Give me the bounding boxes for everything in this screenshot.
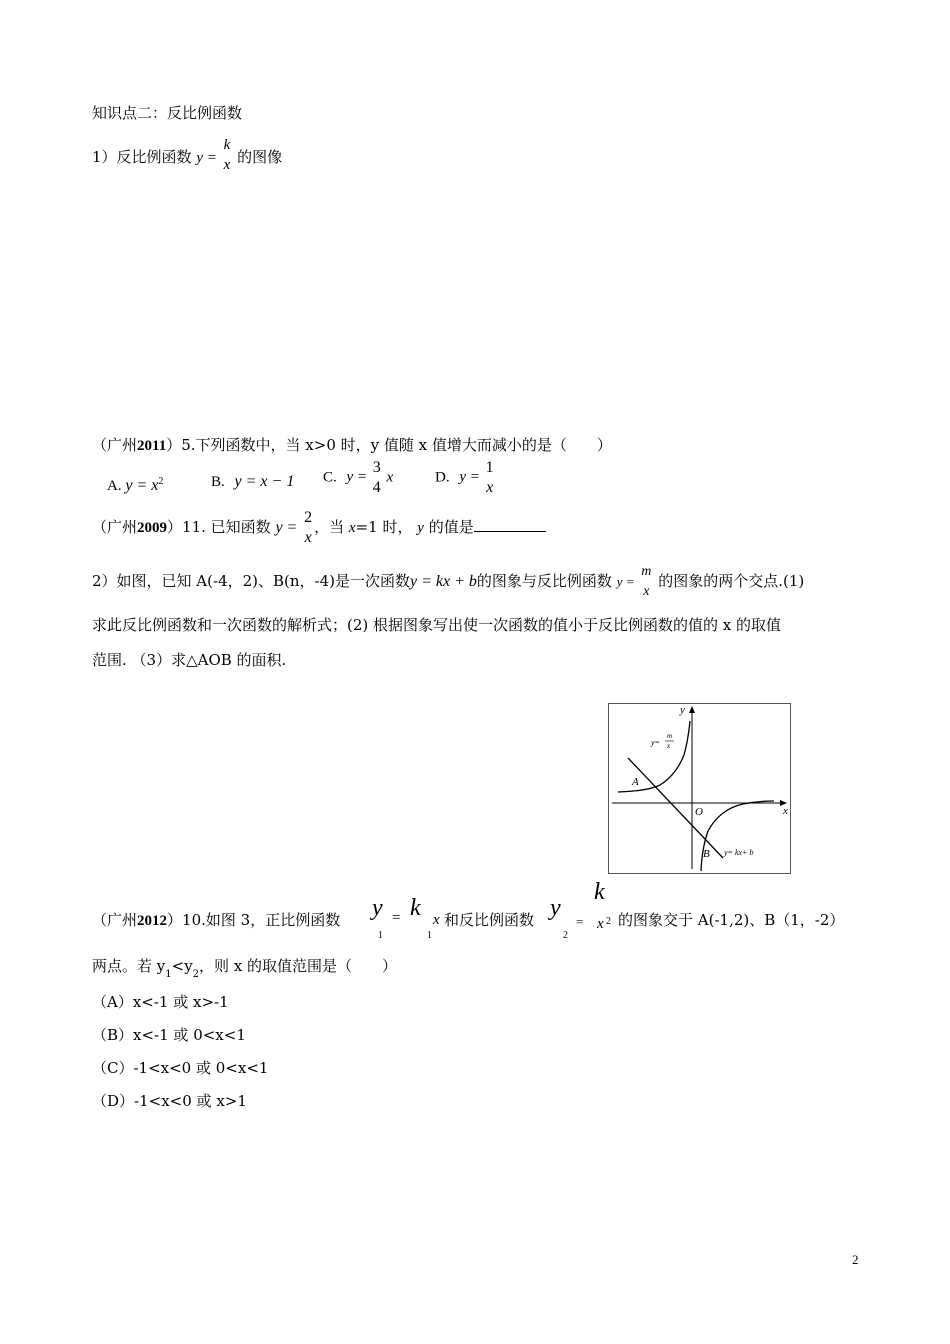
source-close: ） [167,518,183,536]
point-a-label: A [632,776,639,788]
text-b: ，当 [314,518,345,536]
numerator: 1 [485,459,494,476]
text-b: 和反比例函数 [444,911,535,929]
text-d: 的值是 [428,518,474,536]
figure-border [609,704,791,874]
k2-denominator: x [597,916,604,932]
q1-formula-lhs: y = [196,150,217,166]
q2-line1 [92,562,804,602]
option-b [211,472,294,492]
option-c [323,458,393,498]
gz2012-line2 [92,956,397,979]
option-c-fraction [371,458,383,498]
source-close: ） [166,436,182,454]
denominator: x [486,479,494,496]
source-year: 2009 [137,520,168,536]
hyperbola-label-num: m [667,732,673,740]
x-axis-label: x [783,805,788,817]
q1-prefix: 1）反比例函数 [92,148,192,166]
choice-b: （B）x<-1 或 0<x<1 [92,1026,246,1044]
source-close: ） [167,911,183,929]
q2-line3: 范围. （3）求△AOB 的面积. [92,651,287,669]
lhs: y = [275,519,298,536]
option-lhs: y = [459,469,480,486]
stem-text: 5.下列函数中，当 x>0 时，y 值随 x 值增大而减小的是（ ） [181,436,612,454]
source-year: 2011 [137,438,167,454]
text-a: 2）如图，已知 A(-4，2)、B(n，-4)是一次函数 [92,572,411,590]
choice-d: （D）-1<x<0 或 x>1 [92,1092,247,1110]
gz2009-fraction [302,508,314,548]
gz2011-stem [92,435,612,456]
gz2009-question [92,508,546,548]
source-open: （广州 [92,518,138,536]
equals-1: = [392,910,401,926]
lhs: y = [616,574,635,589]
hyperbola-label-den: x [667,742,671,750]
denominator: 4 [372,479,381,496]
option-tail: x [386,469,394,486]
choice-a: （A）x<-1 或 x>-1 [92,993,229,1011]
text-c: =1 时， [355,518,413,536]
equals-2: = [576,914,584,929]
y1-subscript: 1 [378,930,383,941]
q2-line2: 求此反比例函数和一次函数的解析式；(2) 根据图象写出使一次函数的值小于反比例函数的值的 x 的取值 [92,616,782,634]
question-1 [92,138,282,178]
numerator: 3 [372,459,381,476]
y-var: y [417,520,424,536]
hyperbola-label-lhs: y= [651,738,660,747]
option-lhs: y = [346,469,368,486]
text-a: 10.如图 3，正比例函数 [182,911,341,929]
text-c: 的图象的两个交点.(1) [658,572,805,590]
q1-suffix: 的图像 [237,148,283,166]
answer-blank[interactable] [474,517,546,532]
text-a: 11. 已知函数 [182,518,271,536]
source-open: （广州 [92,436,138,454]
option-a [107,472,163,496]
k1-subscript: 1 [427,930,432,941]
choice-c: （C）-1<x<0 或 0<x<1 [92,1059,269,1077]
x-var: x [348,520,356,536]
option-sup: 2 [158,476,164,487]
function-graph [608,703,791,874]
k2-index: 2 [606,916,611,927]
q1-fraction [222,135,233,175]
option-label: D. [435,469,450,486]
option-label: A. [107,478,122,494]
text-b: 的图象与反比例函数 [476,572,612,590]
x1-var: x [433,912,440,928]
section-title: 知识点二：反比例函数 [92,104,243,122]
source-open: （广州 [92,911,138,929]
k1-var: k [410,895,421,921]
text-c: 的图象交于 A(-1,2)、B（1，-2） [618,911,845,929]
linear-formula: y = kx + b [410,573,477,590]
point-b-label: B [703,848,710,860]
source-year: 2012 [137,913,168,929]
option-expr: y = x [125,477,159,494]
option-d [435,458,496,498]
k2-numerator: k [594,879,605,905]
text-b: <y [171,957,193,975]
numerator: m [641,564,652,579]
page-number: 2 [852,1252,859,1267]
denominator: x [304,529,312,546]
q1-denominator: x [223,157,231,173]
numerator: 2 [304,509,313,526]
denominator: x [643,584,650,599]
option-expr: y = x − 1 [234,473,295,490]
text-c: ，则 x 的取值范围是（ ） [199,957,398,975]
y2-subscript: 2 [563,930,568,941]
y-axis-label: y [680,704,685,716]
option-d-fraction [484,458,496,498]
q1-numerator: k [223,137,231,153]
line-label: y= kx+ b [724,848,754,857]
y2-var: y [550,895,561,921]
origin-label: O [695,806,703,818]
sub-1: 1 [165,969,172,980]
sub-2: 2 [192,969,200,980]
y1-var: y [372,895,383,921]
text-a: 两点。若 y [92,957,166,975]
option-label: B. [211,474,225,490]
q2-fraction [639,562,653,602]
option-label: C. [323,469,337,486]
